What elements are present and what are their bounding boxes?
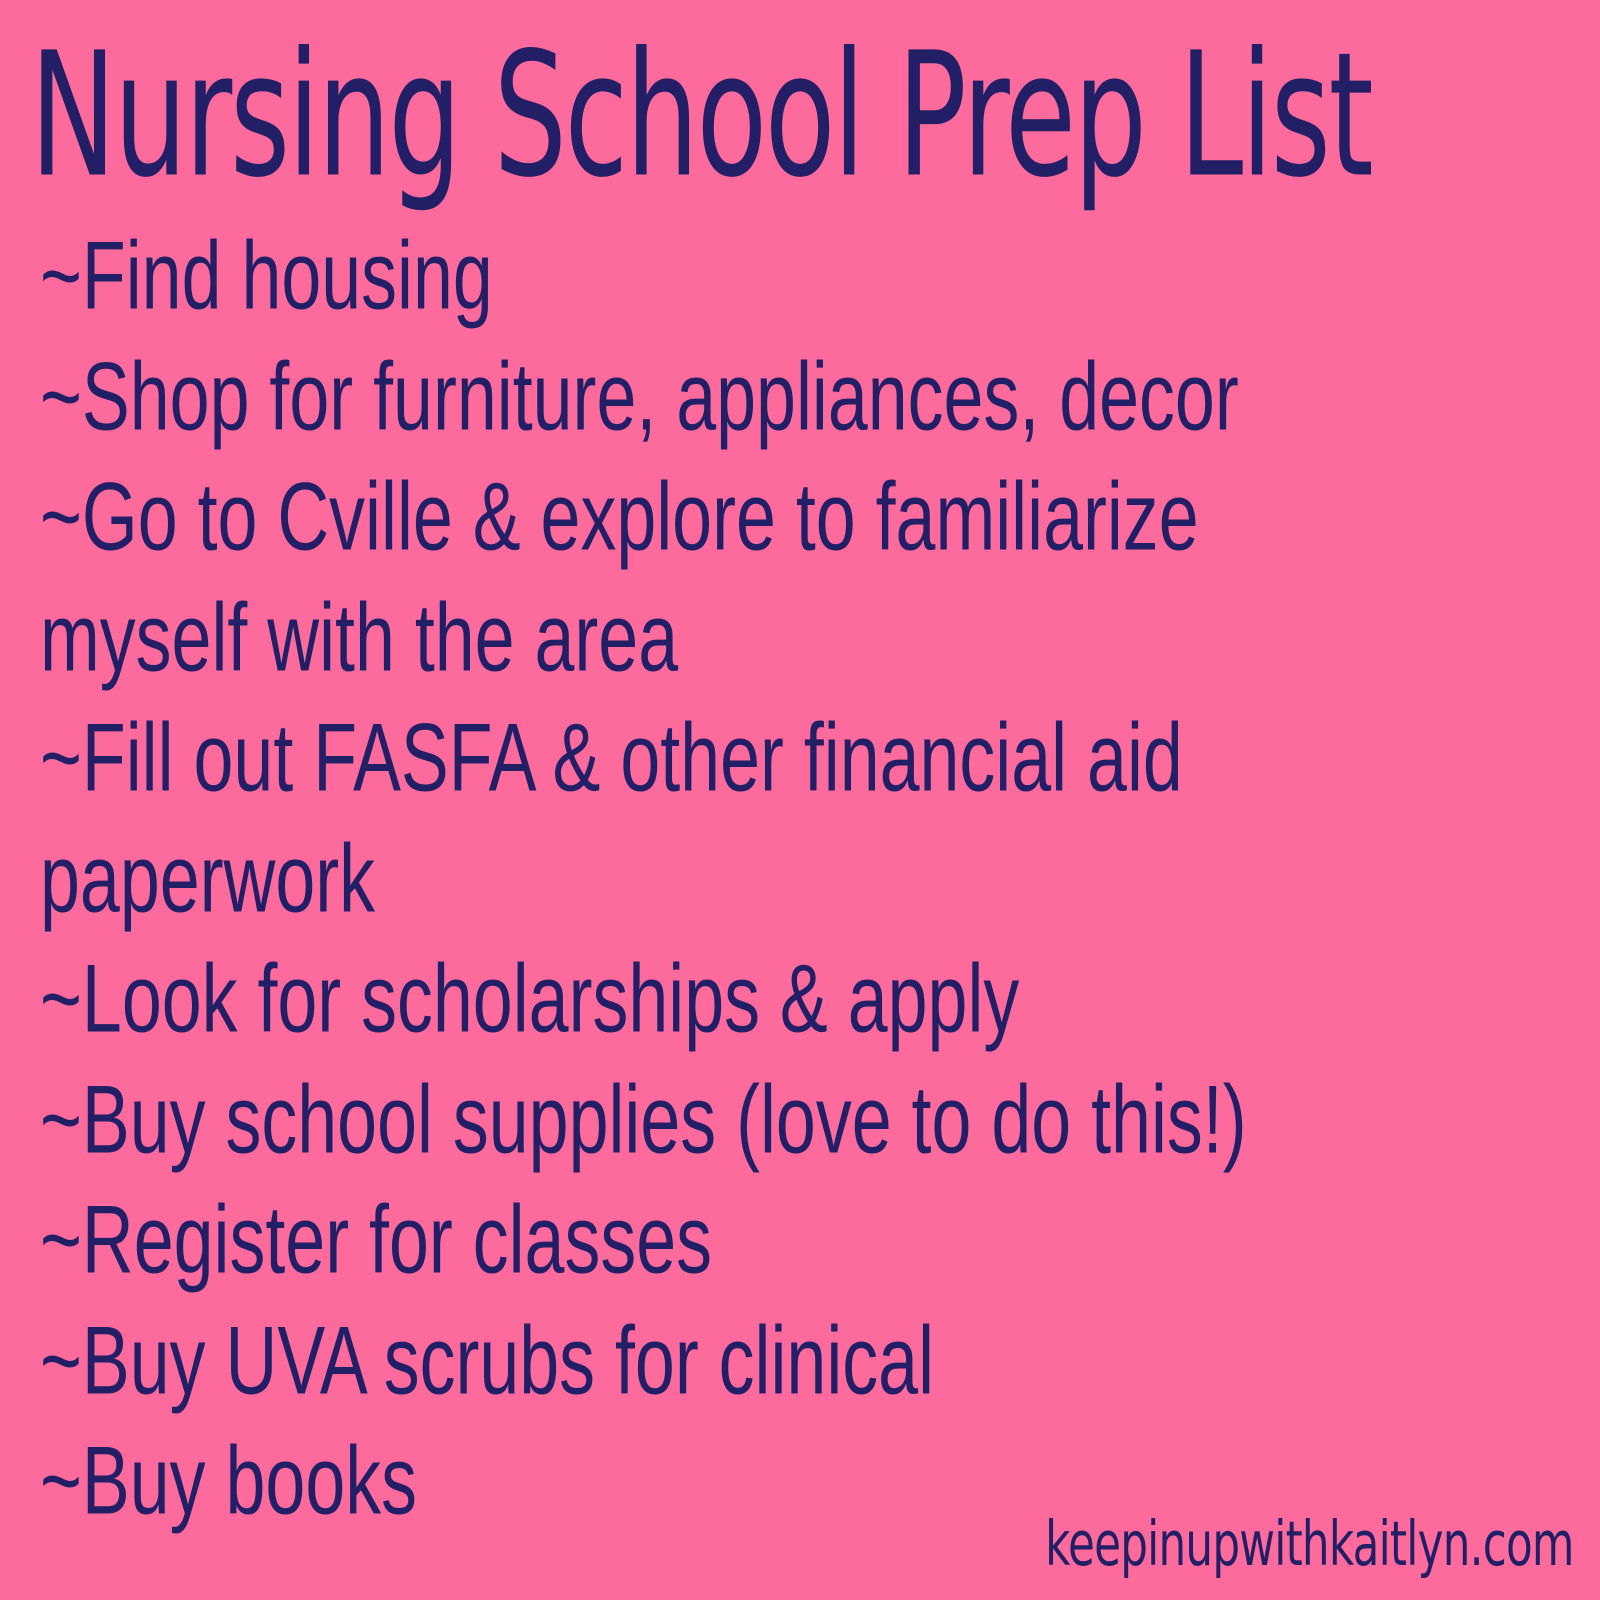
- list-line-text: ~Fill out FASFA & other financial aid: [40, 704, 1183, 812]
- list-line: [40, 216, 1600, 337]
- list-line-text: paperwork: [40, 824, 376, 933]
- list-line: [40, 939, 1600, 1060]
- list-line: [40, 1301, 1600, 1422]
- list-line: [40, 1180, 1600, 1301]
- list-line-text: ~Buy school supplies (love to do this!): [40, 1065, 1247, 1174]
- watermark: [896, 1508, 1574, 1581]
- list-line: [40, 578, 1600, 699]
- list-line-text: ~Look for scholarships & apply: [40, 945, 1020, 1053]
- list-line-text: ~Buy books: [40, 1427, 417, 1535]
- list-line-text: myself with the area: [40, 583, 679, 692]
- title-row: [0, 0, 1600, 216]
- list-line: [40, 819, 1600, 940]
- page-title: Nursing School Prep List: [30, 15, 1372, 216]
- list-line-text: ~Buy UVA scrubs for clinical: [40, 1306, 935, 1415]
- list-line-text: ~Go to Cville & explore to familiarize: [40, 463, 1199, 571]
- prep-list: [40, 216, 1600, 1542]
- list-line: [40, 337, 1600, 458]
- list-line-text: ~Find housing: [40, 222, 493, 330]
- list-line: [40, 457, 1600, 578]
- list-line-text: ~Shop for furniture, appliances, decor: [40, 342, 1239, 451]
- list-line-text: ~Register for classes: [40, 1186, 713, 1294]
- watermark-url-text: keepinupwithkaitlyn.com: [1045, 1508, 1574, 1581]
- list-line: [40, 1060, 1600, 1181]
- list-line: [40, 698, 1600, 819]
